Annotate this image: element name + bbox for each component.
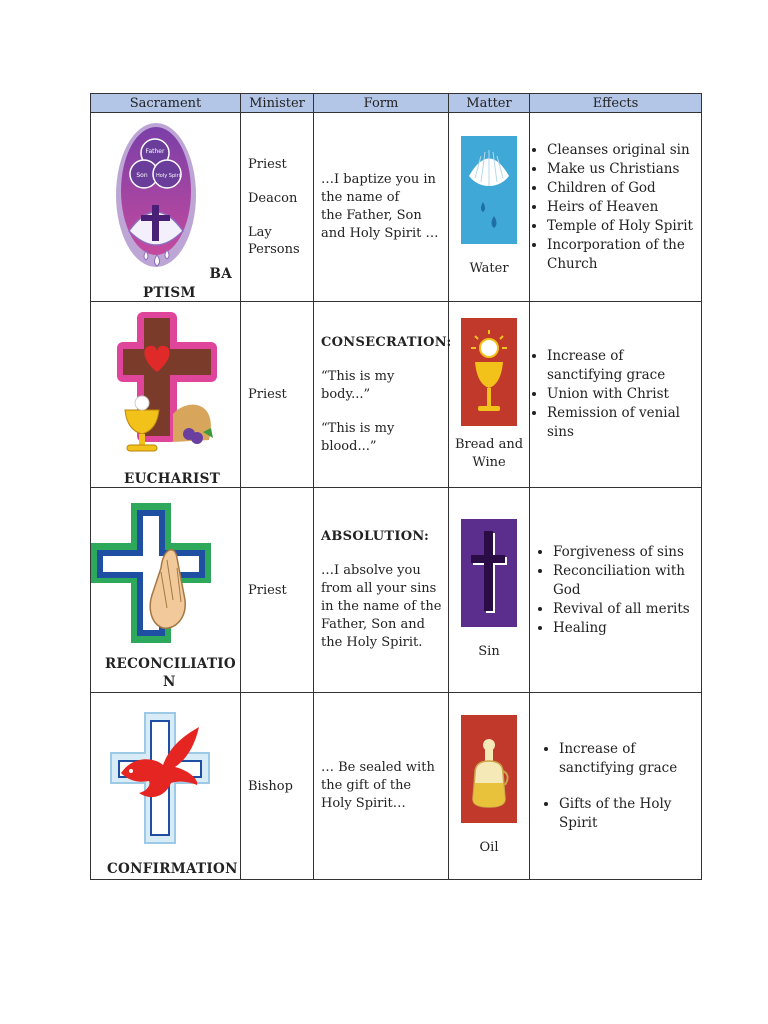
matter-cell xyxy=(449,302,530,488)
table-row-confirmation xyxy=(91,693,702,880)
effect-item: • Cleanses original sin xyxy=(547,141,701,160)
form-cell xyxy=(314,693,449,880)
sacrament-cell xyxy=(91,302,241,488)
matter-label: Sin xyxy=(478,644,500,659)
water-shell-icon xyxy=(461,136,517,244)
effect-item: • Increase of sanctifying grace xyxy=(547,347,701,385)
form-line: …I absolve you from all your sins in the name of the Father, Son and the Holy Spirit. xyxy=(321,563,442,650)
header-sacrament: Sacrament xyxy=(91,94,241,113)
sacraments-table xyxy=(90,93,702,880)
effect-item: • Reconciliation with God xyxy=(553,562,701,600)
matter-cell xyxy=(449,693,530,880)
form-cell xyxy=(314,488,449,693)
eucharist-cross-icon xyxy=(91,302,241,488)
matter-label: Water xyxy=(469,261,509,276)
icon-text-holy-spirit: Holy Spirit xyxy=(156,173,182,179)
matter-label-line2: Wine xyxy=(472,454,506,470)
minister-deacon: Deacon xyxy=(248,191,298,206)
sacrament-name-part2: PTISM xyxy=(143,285,196,301)
effects-list xyxy=(530,347,701,442)
minister-persons: Persons xyxy=(248,242,300,257)
effects-cell xyxy=(530,693,702,880)
sacrament-name-part1: BA xyxy=(209,266,232,282)
confirmation-dove-icon xyxy=(91,693,241,880)
matter-label: Oil xyxy=(479,840,499,855)
form-heading: CONSECRATION: xyxy=(321,334,452,350)
effects-cell xyxy=(530,488,702,693)
sacrament-name-part2: N xyxy=(163,674,176,690)
form-line: “This is my body...” xyxy=(321,368,395,402)
minister-cell xyxy=(241,488,314,693)
matter-label-line1: Bread and xyxy=(454,436,524,452)
effect-item: • Union with Christ xyxy=(547,385,701,404)
sacrament-cell xyxy=(91,693,241,880)
table-row-baptism xyxy=(91,113,702,302)
sacrament-cell xyxy=(91,113,241,302)
minister-priest: Priest xyxy=(248,582,287,598)
form-line: … Be sealed with the gift of the Holy Spirit… xyxy=(321,760,435,811)
minister-priest: Priest xyxy=(248,157,287,172)
table-row-reconciliation xyxy=(91,488,702,693)
header-effects: Effects xyxy=(530,94,702,113)
icon-text-father: Father xyxy=(145,148,165,155)
sacrament-name: CONFIRMATION xyxy=(107,861,238,877)
matter-cell xyxy=(449,488,530,693)
sacrament-cell xyxy=(91,488,241,693)
minister-cell xyxy=(241,693,314,880)
form-line: the Father, Son and Holy Spirit … xyxy=(321,208,439,241)
header-matter: Matter xyxy=(449,94,530,113)
form-cell xyxy=(314,302,452,488)
effect-item: • Incorporation of the Church xyxy=(547,236,701,274)
minister-priest: Priest xyxy=(248,387,287,402)
oil-jar-icon xyxy=(461,715,517,823)
effect-item: • Increase of sanctifying grace xyxy=(559,740,701,778)
header-form: Form xyxy=(314,94,449,113)
effect-item: • Heirs of Heaven xyxy=(547,198,701,217)
minister-lay: Lay xyxy=(248,225,272,240)
effect-item: • Gifts of the Holy Spirit xyxy=(559,795,701,833)
form-heading: ABSOLUTION: xyxy=(321,529,430,544)
effect-item: • Forgiveness of sins xyxy=(553,543,701,562)
effects-list xyxy=(530,141,701,274)
matter-cell xyxy=(449,113,530,302)
effect-item: • Healing xyxy=(553,619,701,638)
header-row xyxy=(91,94,702,113)
minister-cell xyxy=(241,113,314,302)
purple-cross-icon xyxy=(461,519,517,627)
minister-bishop: Bishop xyxy=(248,778,293,794)
form-line: “This is my blood...” xyxy=(321,420,395,454)
form-cell xyxy=(314,113,449,302)
sacrament-name-part1: RECONCILIATIO xyxy=(105,656,236,672)
effects-cell xyxy=(530,302,702,488)
header-minister: Minister xyxy=(241,94,314,113)
effects-cell xyxy=(530,113,702,302)
sacrament-name: EUCHARIST xyxy=(124,471,221,487)
chalice-host-icon xyxy=(461,318,517,426)
effect-item: • Make us Christians xyxy=(547,160,701,179)
effects-list xyxy=(536,543,701,638)
effects-list xyxy=(542,740,701,833)
form-line: …I baptize you in the name of xyxy=(321,172,436,205)
effect-item: • Revival of all merits xyxy=(553,600,701,619)
effect-item: • Temple of Holy Spirit xyxy=(547,217,701,236)
minister-cell xyxy=(241,302,314,488)
icon-text-son: Son xyxy=(136,172,148,179)
effect-item: • Children of God xyxy=(547,179,701,198)
table-row-eucharist xyxy=(91,302,702,488)
effect-item: • Remission of venial sins xyxy=(547,404,701,442)
